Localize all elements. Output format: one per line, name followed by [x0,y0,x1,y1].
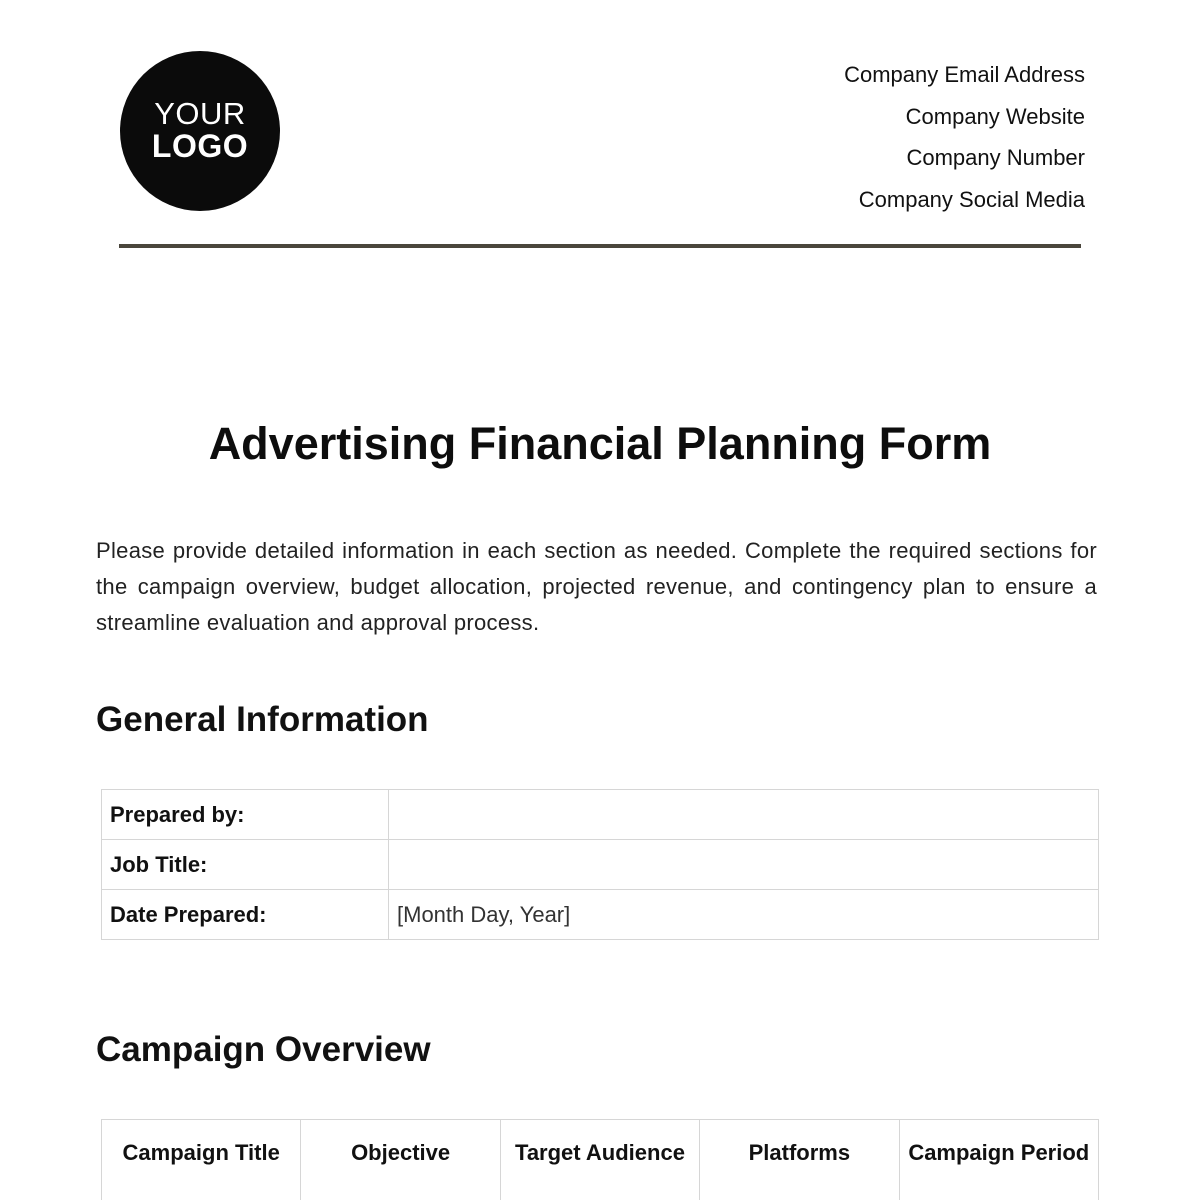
job-title-field[interactable] [389,840,1099,890]
column-header-campaign-period: Campaign Period [899,1120,1098,1200]
campaign-overview-table [101,1119,1099,1200]
company-number: Company Number [906,145,1085,170]
table-row [102,790,1099,840]
column-header-campaign-title: Campaign Title [102,1120,301,1200]
prepared-by-label: Prepared by: [102,790,389,840]
campaign-overview-heading: Campaign Overview [96,1030,431,1069]
job-title-label: Job Title: [102,840,389,890]
company-website: Company Website [905,103,1085,129]
date-prepared-field[interactable]: [Month Day, Year] [389,890,1099,940]
intro-paragraph: Please provide detailed information in each section as needed. Complete the required sections for the campaign overview, budget allocation, projected revenue, and contingency plan to ensure a streamline evaluation and approval process. [96,538,1097,635]
general-information-heading: General Information [96,700,429,739]
column-header-platforms: Platforms [700,1120,899,1200]
header-divider [119,244,1081,248]
logo-line-2: LOGO [151,128,249,165]
column-header-target-audience: Target Audience [500,1120,699,1200]
column-header-objective: Objective [301,1120,500,1200]
date-prepared-label: Date Prepared: [102,890,389,940]
table-row [102,890,1099,940]
logo-line-1: YOUR [154,95,246,131]
company-social-media: Company Social Media [858,186,1085,212]
table-header-row [102,1120,1099,1200]
prepared-by-field[interactable] [389,790,1099,840]
company-contact-block [844,54,1085,220]
page-title: Advertising Financial Planning Form [208,418,992,469]
logo [120,51,280,211]
company-email: Company Email Address [844,62,1085,87]
table-row [102,840,1099,890]
general-information-table [101,789,1099,940]
